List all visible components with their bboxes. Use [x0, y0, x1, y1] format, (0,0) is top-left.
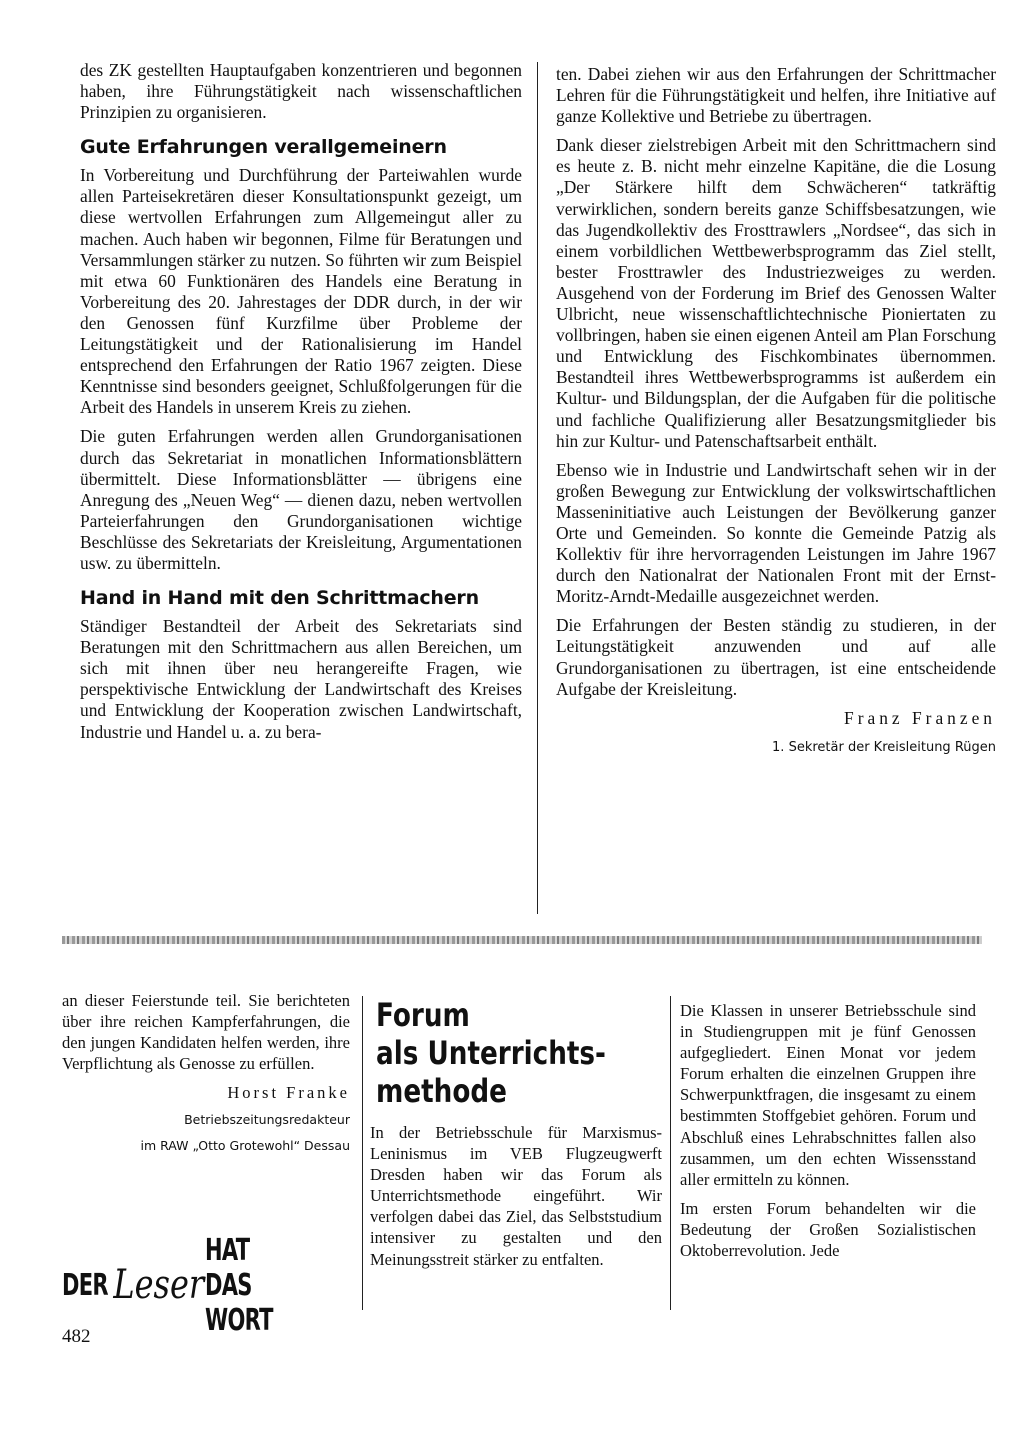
masthead-part: HAT DAS WORT	[205, 1232, 273, 1338]
title-line: Forum	[376, 996, 470, 1034]
masthead-part: DER	[62, 1267, 108, 1303]
paragraph: Die guten Erfahrungen werden allen Grundorganisationen durch das Sekretariat in monatlichen Informationsblättern übermittelt. Diese Informationsblätter — übrigens eine Anregung des „Neuen Weg“ — dienen dazu, neben wertvollen Parteierfahrungen den Grundorganisationen wichtige Beschlüsse des Sekretariats der Kreisleitung, Argumentationen usw. zu übermitteln.	[80, 426, 522, 573]
paragraph: Die Erfahrungen der Besten ständig zu studieren, in der Leitungstätigkeit anzuwenden und auf alle Grundorganisationen zu übertragen, ist eine entscheidende Aufgabe der Kreisleitung.	[556, 615, 996, 699]
article-column-bottom-right	[680, 1000, 976, 1269]
author-role: 1. Sekretär der Kreisleitung Rügen	[772, 739, 996, 755]
paragraph: ten. Dabei ziehen wir aus den Erfahrungen der Schrittmacher Lehren für die Führungstätigkeit und helfen, ihre Initiative auf ganze Kollektive und Betriebe zu übertragen.	[556, 64, 996, 127]
author-name: Franz Franzen	[844, 707, 996, 728]
article-title	[376, 996, 671, 1110]
article-column-top-left	[80, 60, 522, 751]
paragraph: Ebenso wie in Industrie und Landwirtschaft sehen wir in der großen Bewegung zur Entwicklung der volkswirtschaftlichen Masseninitiative auch Leistungen der Bevölkerung ganzer Orte und Gemeinden. So konnte die Gemeinde Patzig als Kollektiv für ihre hervorragenden Leistungen im Jahre 1967 durch den Nationalrat der Nationalen Front mit der Ernst-Moritz-Arndt-Medaille ausgezeichnet werden.	[556, 459, 996, 607]
section-heading: Hand in Hand mit den Schrittmachern	[80, 587, 479, 610]
author-role: Betriebszeitungsredakteur	[184, 1112, 350, 1128]
page-number: 482	[62, 1326, 91, 1347]
paragraph: des ZK gestellten Hauptaufgaben konzentrieren und begonnen haben, ihre Führungstätigkeit nach wissenschaftlichen Prinzipien zu organisieren.	[80, 60, 522, 123]
paragraph: Die Klassen in unserer Betriebsschule sind in Studiengruppen mit je fünf Genossen aufgegliedert. Einen Monat vor jedem Forum erhalten die einzelnen Gruppen ihre Schwerpunktfragen, die insgesamt zu einem bestimmten Stoffgebiet gehören. Forum und Abschluß eines Lehrabschnittes fallen also zusammen, um den echten Wissensstand aller ermitteln zu können.	[680, 1001, 976, 1189]
title-line: methode	[376, 1072, 507, 1110]
paragraph: In Vorbereitung und Durchführung der Parteiwahlen wurde allen Parteisekretären dieser Konsultationspunkt gezeigt, um diese wertvollen Erfahrungen zum Allgemeingut aller zu machen. Auch haben wir begonnen, Filme für Beratungen und Versammlungen stärker zu nutzen. So führten wir zum Beispiel mit etwa 60 Funktionären des Handels eine Beratung in Vorbereitung des 20. Jahrestages der DDR durch, in der wir den Genossen fünf Kurzfilme über Probleme der Leitungstätigkeit und der Rationalisierung im Handel entsprechend den Erfahrungen der Ratio 1967 zeigten. Diese Kenntnisse sind besonders geeignet, Schlußfolgerungen für die Arbeit des Handels in unserem Kreis zu ziehen.	[80, 165, 522, 418]
paragraph: Im ersten Forum behandelten wir die Bedeutung der Großen Sozialistischen Oktoberrevolution. Jede	[680, 1198, 976, 1261]
author-affiliation: im RAW „Otto Grotewohl“ Dessau	[140, 1138, 350, 1154]
paragraph: Dank dieser zielstrebigen Arbeit mit den Schrittmachern sind es heute z. B. nicht mehr einzelne Kapitäne, die die Losung „Der Stärkere hilft dem Schwächeren“ tatkräftig verwirklichen, sondern bereits ganze Schiffsbesatzungen, wie das Jugendkollektiv des Frosttrawlers „Nordsee“, das sich in einem vorbildlichen Wettbewerbsprogramm das Ziel stellt, bester Frosttrawler des Industriezweiges zu werden. Ausgehend von der Forderung im Brief des Genossen Walter Ulbricht, neue wissenschaftlichtechnische Pioniertaten zu vollbringen, haben sie einen eigenen Anteil am Plan Forschung und Entwicklung des Fischkombinates übernommen. Bestandteil ihres Wettbewerbsprogramms ist außerdem ein Kultur- und Bildungsplan, der die Aufgaben für die politische und fachliche Qualifizierung aller Besatzungsmitglieder bis hin zur Kultur- und Patenschaftsarbeit enthält.	[556, 135, 996, 451]
paragraph: In der Betriebsschule für Marxismus-Leninismus im VEB Flugzeugwerft Dresden haben wir das Forum als Unterrichtsmethode eingeführt. Wir verfolgen dabei das Ziel, das Selbststudium intensiver zu gestalten und den Meinungsstreit stärker zu entfalten.	[370, 1123, 662, 1269]
paragraph: an dieser Feierstunde teil. Sie berichteten über ihre reichen Kampferfahrungen, die den jungen Kandidaten helfen werden, ihre Verpflichtung als Genosse zu erfüllen.	[62, 991, 350, 1074]
masthead-script: Leser	[112, 1262, 204, 1308]
section-separator	[62, 936, 982, 944]
column-divider	[537, 62, 538, 914]
section-heading: Gute Erfahrungen verallgemeinern	[80, 136, 447, 159]
paragraph: Ständiger Bestandteil der Arbeit des Sekretariats sind Beratungen mit den Schrittmachern aus allen Bereichen, um sich mit ihnen über neu herangereifte Fragen, wie perspektivische Entwicklung der Landwirtschaft des Kreises und Entwicklung der Kooperation zwischen Landwirtschaft, Industrie und Handel u. a. zu bera-	[80, 616, 522, 742]
article-column-bottom-middle	[370, 996, 662, 1278]
author-name: Horst Franke	[227, 1083, 350, 1103]
title-line: als Unterrichts-	[376, 1034, 606, 1072]
column-divider	[362, 996, 363, 1310]
article-column-bottom-left	[62, 990, 350, 1163]
column-divider	[670, 996, 671, 1310]
article-column-top-right	[556, 64, 996, 766]
